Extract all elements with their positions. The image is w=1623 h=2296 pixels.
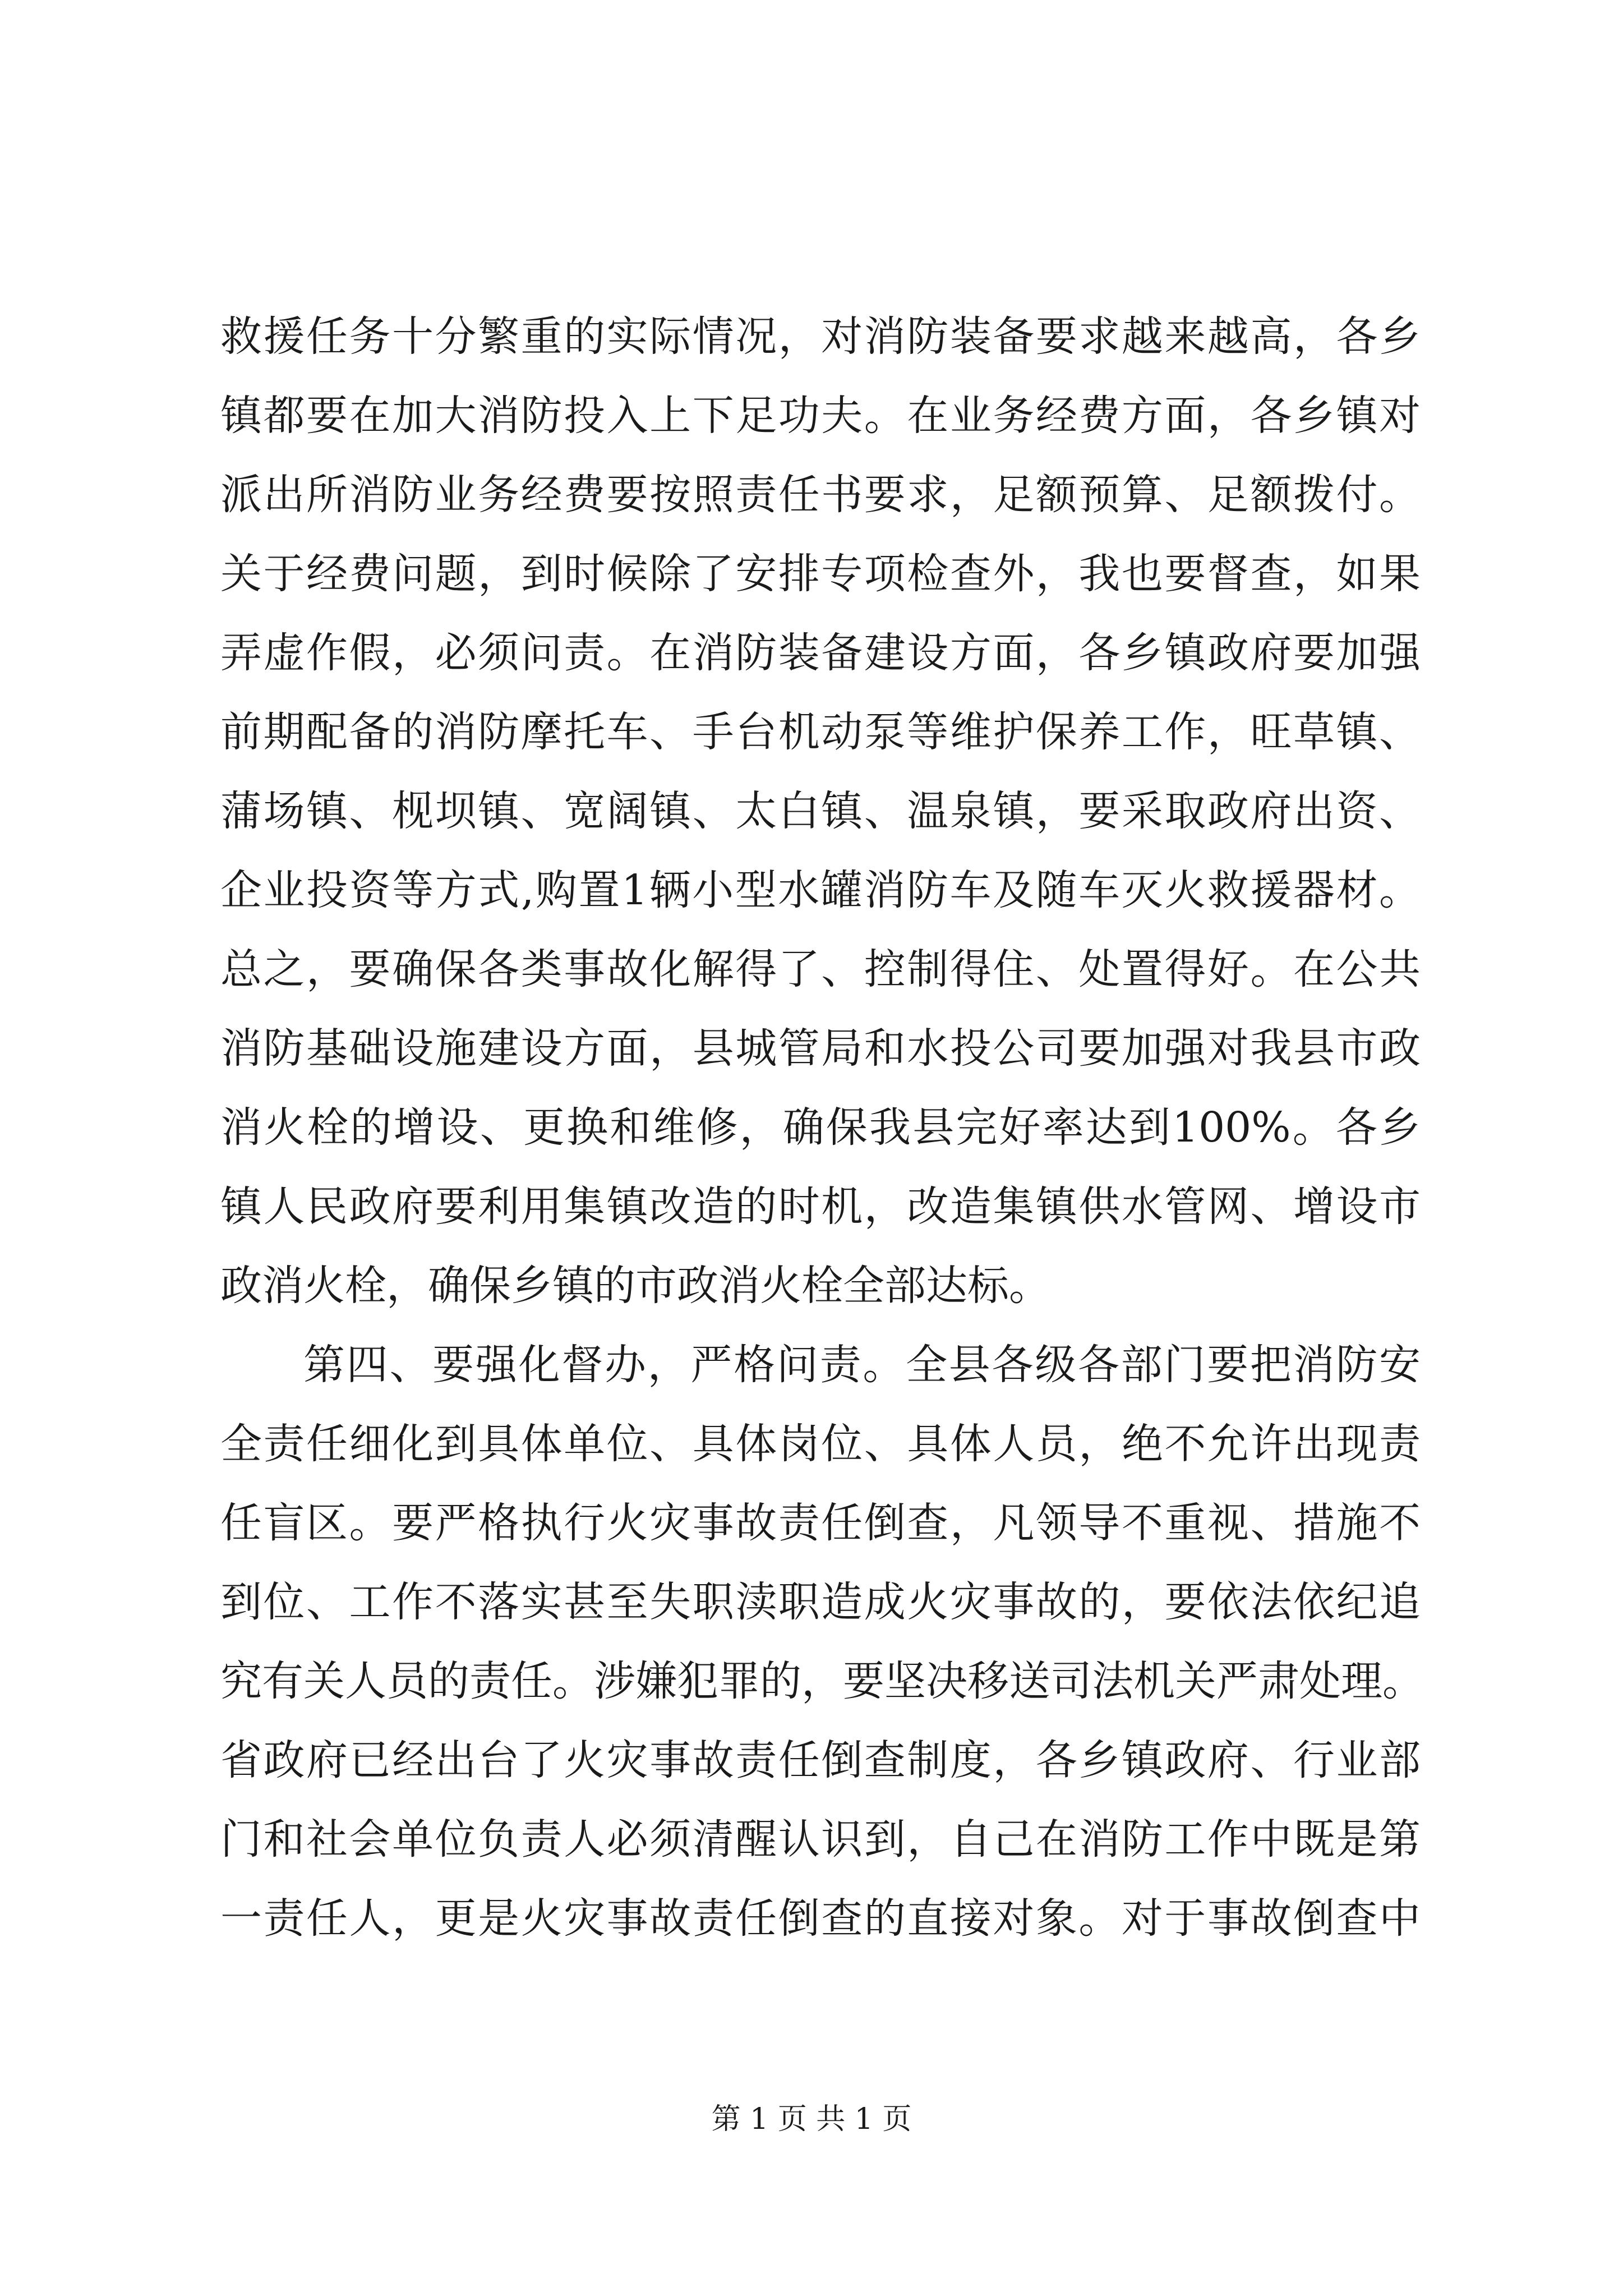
text-line-paragraph-end: 政消火栓，确保乡镇的市政消火栓全部达标。 xyxy=(220,1262,1050,1310)
text-line: 消防基础设施建设方面，县城管局和水投公司要加强对我县市政 xyxy=(220,1024,1421,1073)
text-line: 关于经费问题，到时候除了安排专项检查外，我也要督查，如果 xyxy=(220,550,1421,598)
text-line: 省政府已经出台了火灾事故责任倒查制度，各乡镇政府、行业部 xyxy=(220,1736,1421,1784)
text-line: 全责任细化到具体单位、具体岗位、具体人员，绝不允许出现责 xyxy=(220,1420,1421,1468)
text-line: 派出所消防业务经费要按照责任书要求，足额预算、足额拨付。 xyxy=(220,471,1421,519)
text-line: 一责任人，更是火灾事故责任倒查的直接对象。对于事故倒查中 xyxy=(220,1894,1421,1943)
text-line: 门和社会单位负责人必须清醒认识到，自己在消防工作中既是第 xyxy=(220,1815,1421,1864)
text-line: 消火栓的增设、更换和维修，确保我县完好率达到100%。各乡 xyxy=(220,1103,1421,1152)
text-line: 到位、工作不落实甚至失职渎职造成火灾事故的，要依法依纪追 xyxy=(220,1578,1421,1626)
text-line: 总之，要确保各类事故化解得了、控制得住、处置得好。在公共 xyxy=(220,945,1421,993)
page-footer xyxy=(0,2097,1623,2142)
text-line: 蒲场镇、枧坝镇、宽阔镇、太白镇、温泉镇，要采取政府出资、 xyxy=(220,787,1421,835)
text-line: 镇人民政府要利用集镇改造的时机，改造集镇供水管网、增设市 xyxy=(220,1182,1421,1231)
text-line: 究有关人员的责任。涉嫌犯罪的，要坚决移送司法机关严肃处理。 xyxy=(220,1657,1424,1705)
text-line-paragraph-start: 第四、要强化督办，严格问责。全县各级各部门要把消防安 xyxy=(303,1341,1421,1389)
text-line: 企业投资等方式,购置1辆小型水罐消防车及随车灭火救援器材。 xyxy=(220,866,1421,914)
text-line: 前期配备的消防摩托车、手台机动泵等维护保养工作，旺草镇、 xyxy=(220,708,1421,756)
text-line: 镇都要在加大消防投入上下足功夫。在业务经费方面，各乡镇对 xyxy=(220,392,1421,440)
document-body xyxy=(220,297,1424,1958)
text-line: 救援任务十分繁重的实际情况，对消防装备要求越来越高，各乡 xyxy=(220,312,1421,361)
page-number-label: 第 1 页 共 1 页 xyxy=(711,2102,912,2136)
text-line: 任盲区。要严格执行火灾事故责任倒查，凡领导不重视、措施不 xyxy=(220,1499,1421,1547)
text-line: 弄虚作假，必须问责。在消防装备建设方面，各乡镇政府要加强 xyxy=(220,629,1421,677)
